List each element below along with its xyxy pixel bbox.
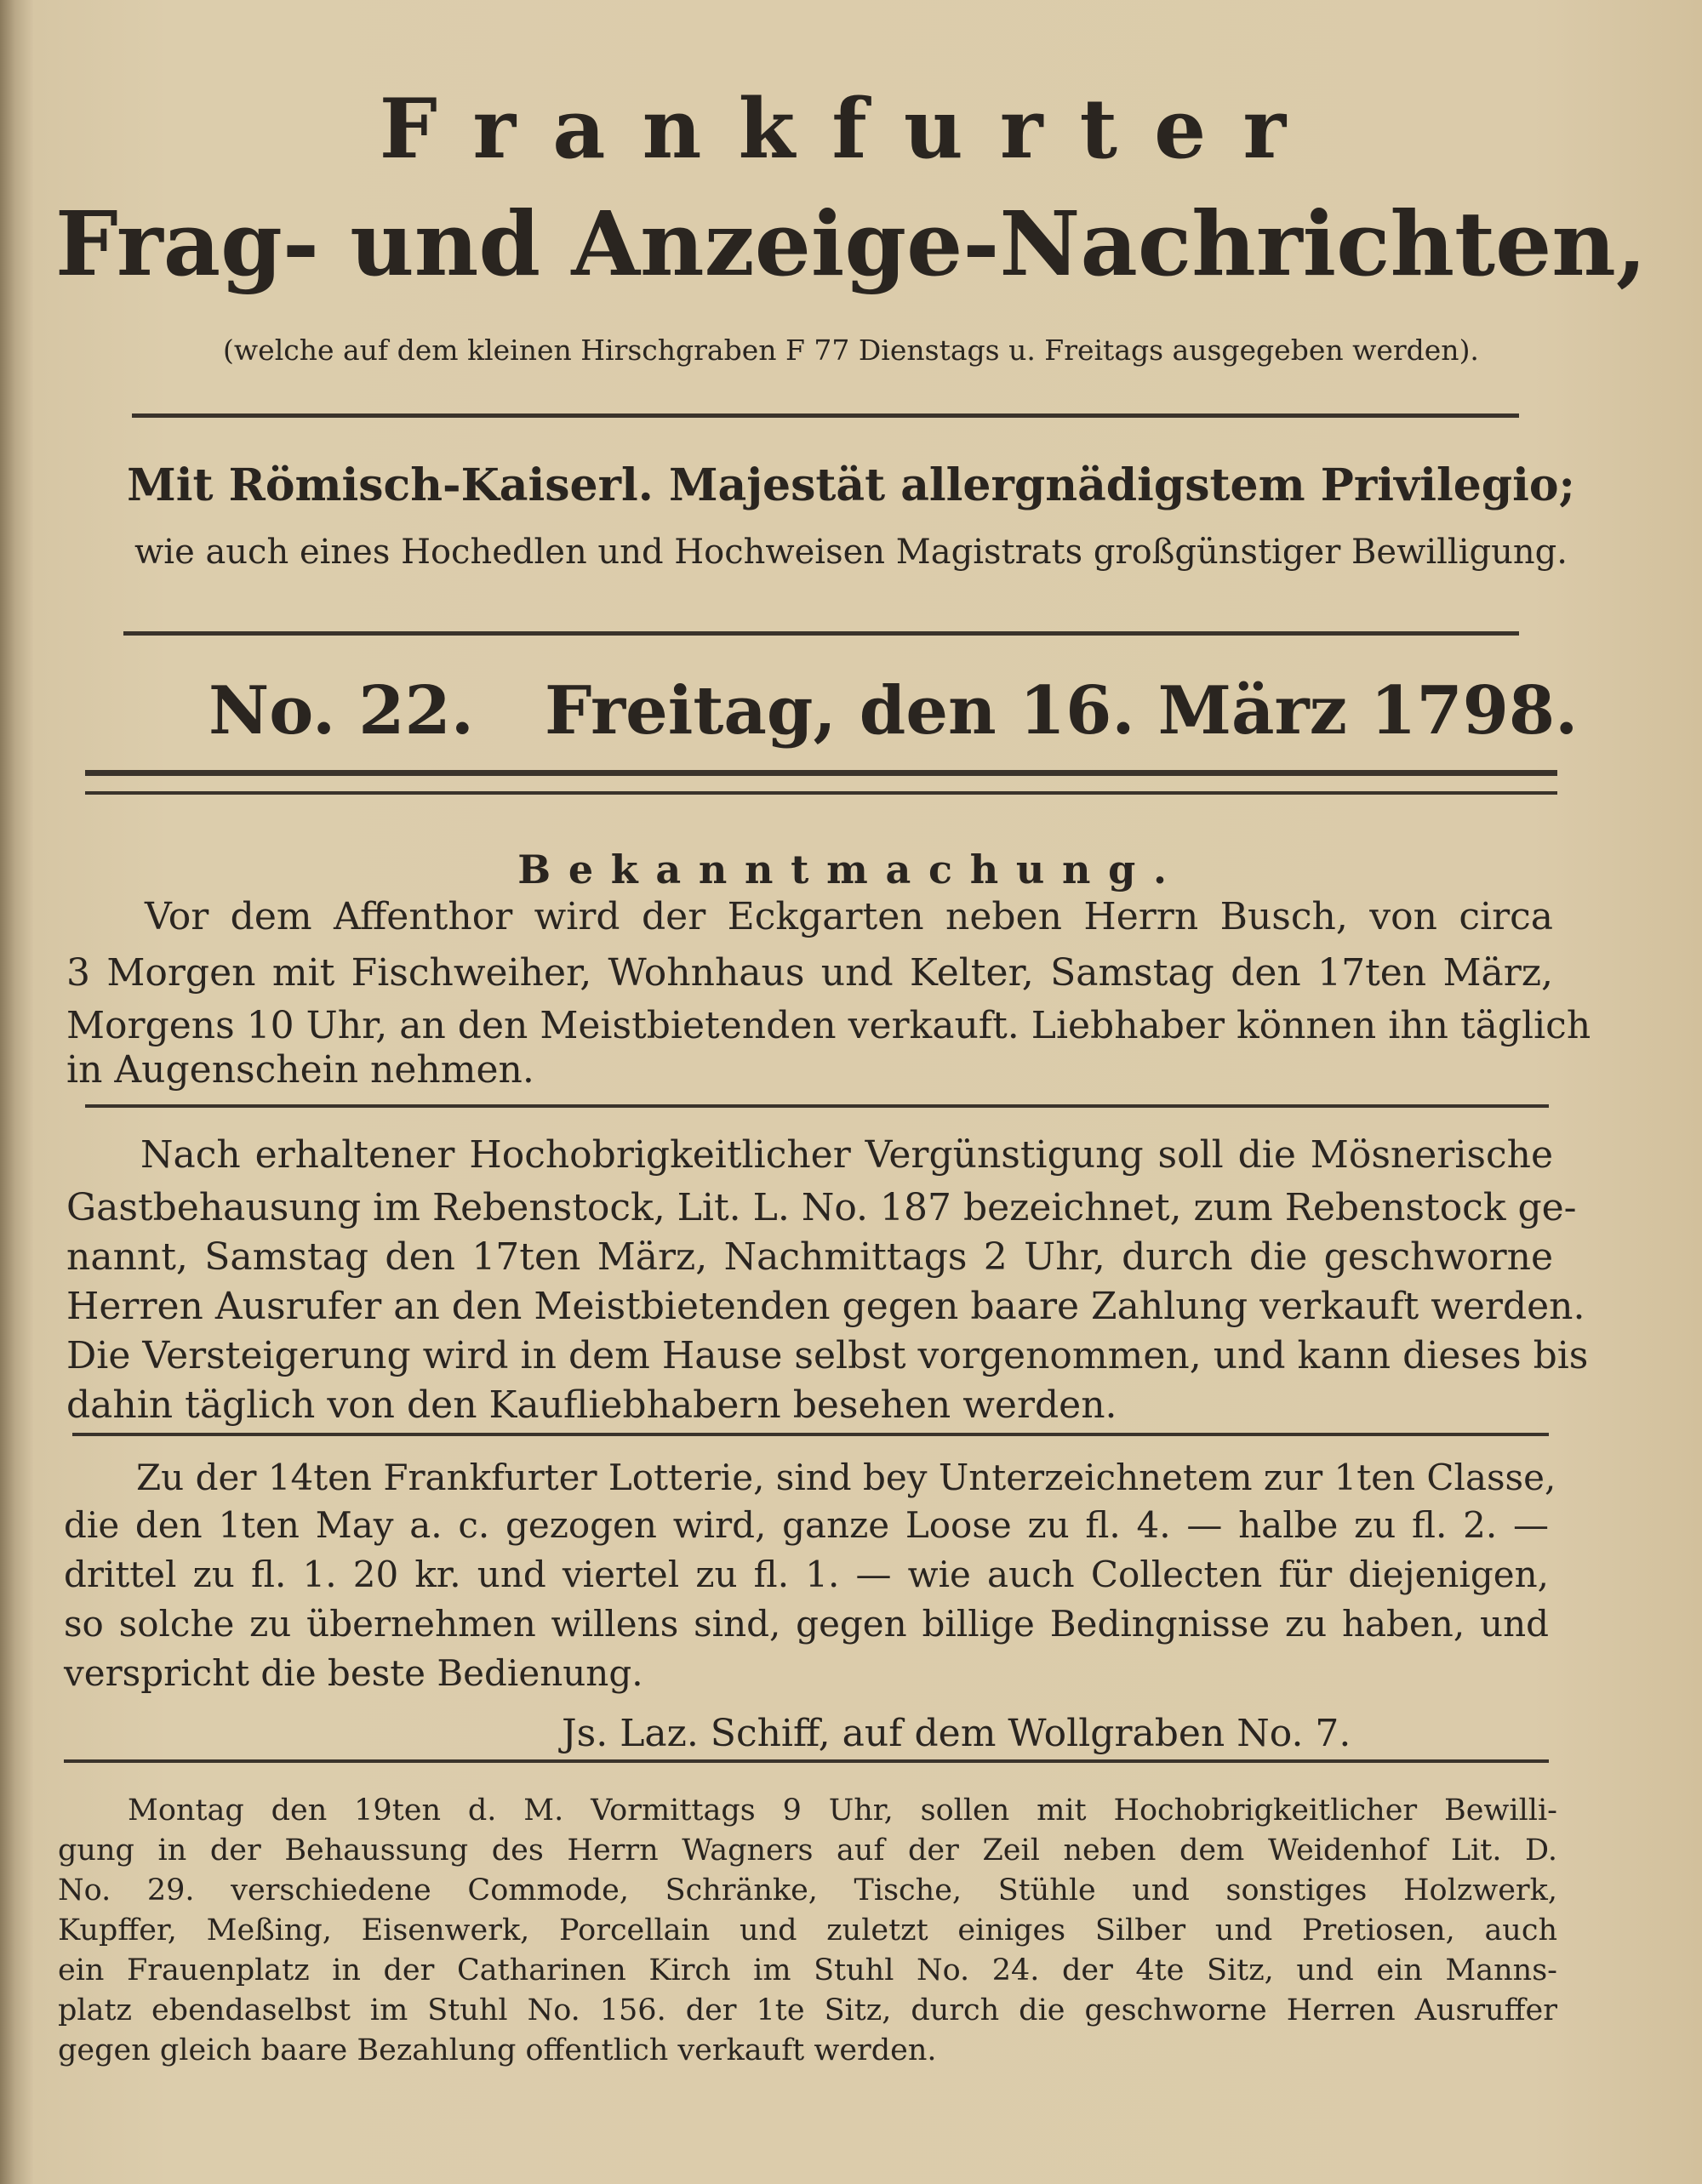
notice-line: in Augenschein nehmen.	[66, 1048, 534, 1092]
notice-line: nannt, Samstag den 17ten März, Nachmittags 2 Uhr, durch die geschworne	[66, 1235, 1553, 1279]
notice-line: Vor dem Affenthor wird der Eckgarten neben Herrn Busch, von circa	[145, 895, 1553, 938]
notice-line: Gastbehausung im Rebenstock, Lit. L. No. 187 bezeichnet, zum Rebenstock ge-	[66, 1186, 1577, 1229]
divider	[85, 1104, 1549, 1108]
divider	[123, 631, 1519, 636]
notice-signature: Js. Laz. Schiff, auf dem Wollgraben No. 7.	[562, 1712, 1351, 1755]
notice-line: drittel zu fl. 1. 20 kr. und viertel zu fl. 1. — wie auch Collecten für diejenigen,	[64, 1554, 1549, 1595]
issue-number: No. 22.	[208, 672, 474, 750]
notice-heading: Bekanntmachung.	[517, 847, 1185, 892]
divider	[64, 1759, 1549, 1763]
notice-line: Herren Ausrufer an den Meistbietenden gegen baare Zahlung verkauft werden.	[66, 1285, 1585, 1328]
notice-line: Montag den 19ten d. M. Vormittags 9 Uhr, sollen mit Hochobrigkeitlicher Bewilli-	[128, 1793, 1557, 1828]
masthead-title-line2: Frag- und Anzeige-Nachrichten,	[54, 191, 1648, 296]
notice-line: platz ebendaselbst im Stuhl No. 156. der 1te Sitz, durch die geschworne Herren Ausruffer	[58, 1993, 1557, 2027]
notice-line: dahin täglich von den Kaufliebhabern besehen werden.	[66, 1383, 1117, 1427]
notice-line: gegen gleich baare Bezahlung offentlich verkauft werden.	[58, 2033, 937, 2067]
notice-line: die den 1ten May a. c. gezogen wird, ganze Loose zu fl. 4. — halbe zu fl. 2. —	[64, 1504, 1549, 1546]
notice-line: Nach erhaltener Hochobrigkeitlicher Vergünstigung soll die Mösnerische	[140, 1133, 1553, 1177]
notice-line: Kupffer, Meßing, Eisenwerk, Porcellain und zuletzt einiges Silber und Pretiosen, auch	[58, 1913, 1557, 1947]
notice-line: so solche zu übernehmen willens sind, gegen billige Bedingnisse zu haben, und	[64, 1603, 1549, 1645]
notice-line: gung in der Behaussung des Herrn Wagners auf der Zeil neben dem Weidenhof Lit. D.	[58, 1833, 1557, 1868]
divider	[72, 1433, 1549, 1436]
notice-line: verspricht die beste Bedienung.	[64, 1652, 643, 1694]
notice-line: ein Frauenplatz in der Catharinen Kirch im Stuhl No. 24. der 4te Sitz, und ein Manns-	[58, 1953, 1557, 1987]
notice-line: Die Versteigerung wird in dem Hause selbst vorgenommen, und kann dieses bis	[66, 1334, 1589, 1377]
notice-line: Zu der 14ten Frankfurter Lotterie, sind bey Unterzeichnetem zur 1ten Classe,	[136, 1457, 1556, 1498]
divider	[132, 413, 1519, 418]
double-rule-bottom	[85, 791, 1557, 795]
privilege-line1: Mit Römisch-Kaiserl. Majestät allergnädigstem Privilegio;	[127, 459, 1575, 511]
notice-line: Morgens 10 Uhr, an den Meistbietenden verkauft. Liebhaber können ihn täglich	[66, 1004, 1591, 1047]
issue-date: Freitag, den 16. März 1798.	[545, 672, 1579, 750]
notice-line: 3 Morgen mit Fischweiher, Wohnhaus und Kelter, Samstag den 17ten März,	[66, 951, 1553, 995]
double-rule-top	[85, 770, 1557, 776]
masthead-subtitle: (welche auf dem kleinen Hirschgraben F 77 Dienstags u. Freitags ausgegeben werden).	[223, 334, 1479, 367]
privilege-line2: wie auch eines Hochedlen und Hochweisen Magistrats großgünstiger Bewilligung.	[134, 533, 1568, 572]
notice-line: No. 29. verschiedene Commode, Schränke, Tische, Stühle und sonstiges Holzwerk,	[58, 1873, 1557, 1907]
masthead-title-line1: Frankfurter	[379, 81, 1323, 177]
